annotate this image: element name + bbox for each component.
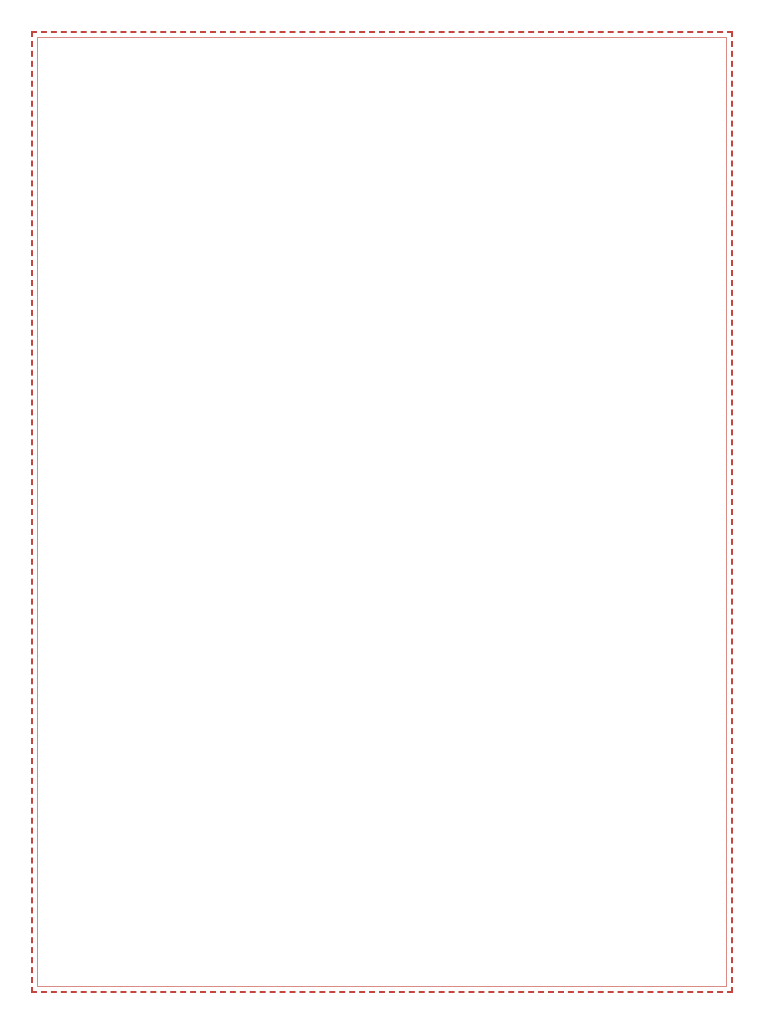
document-content-area [70, 80, 698, 940]
